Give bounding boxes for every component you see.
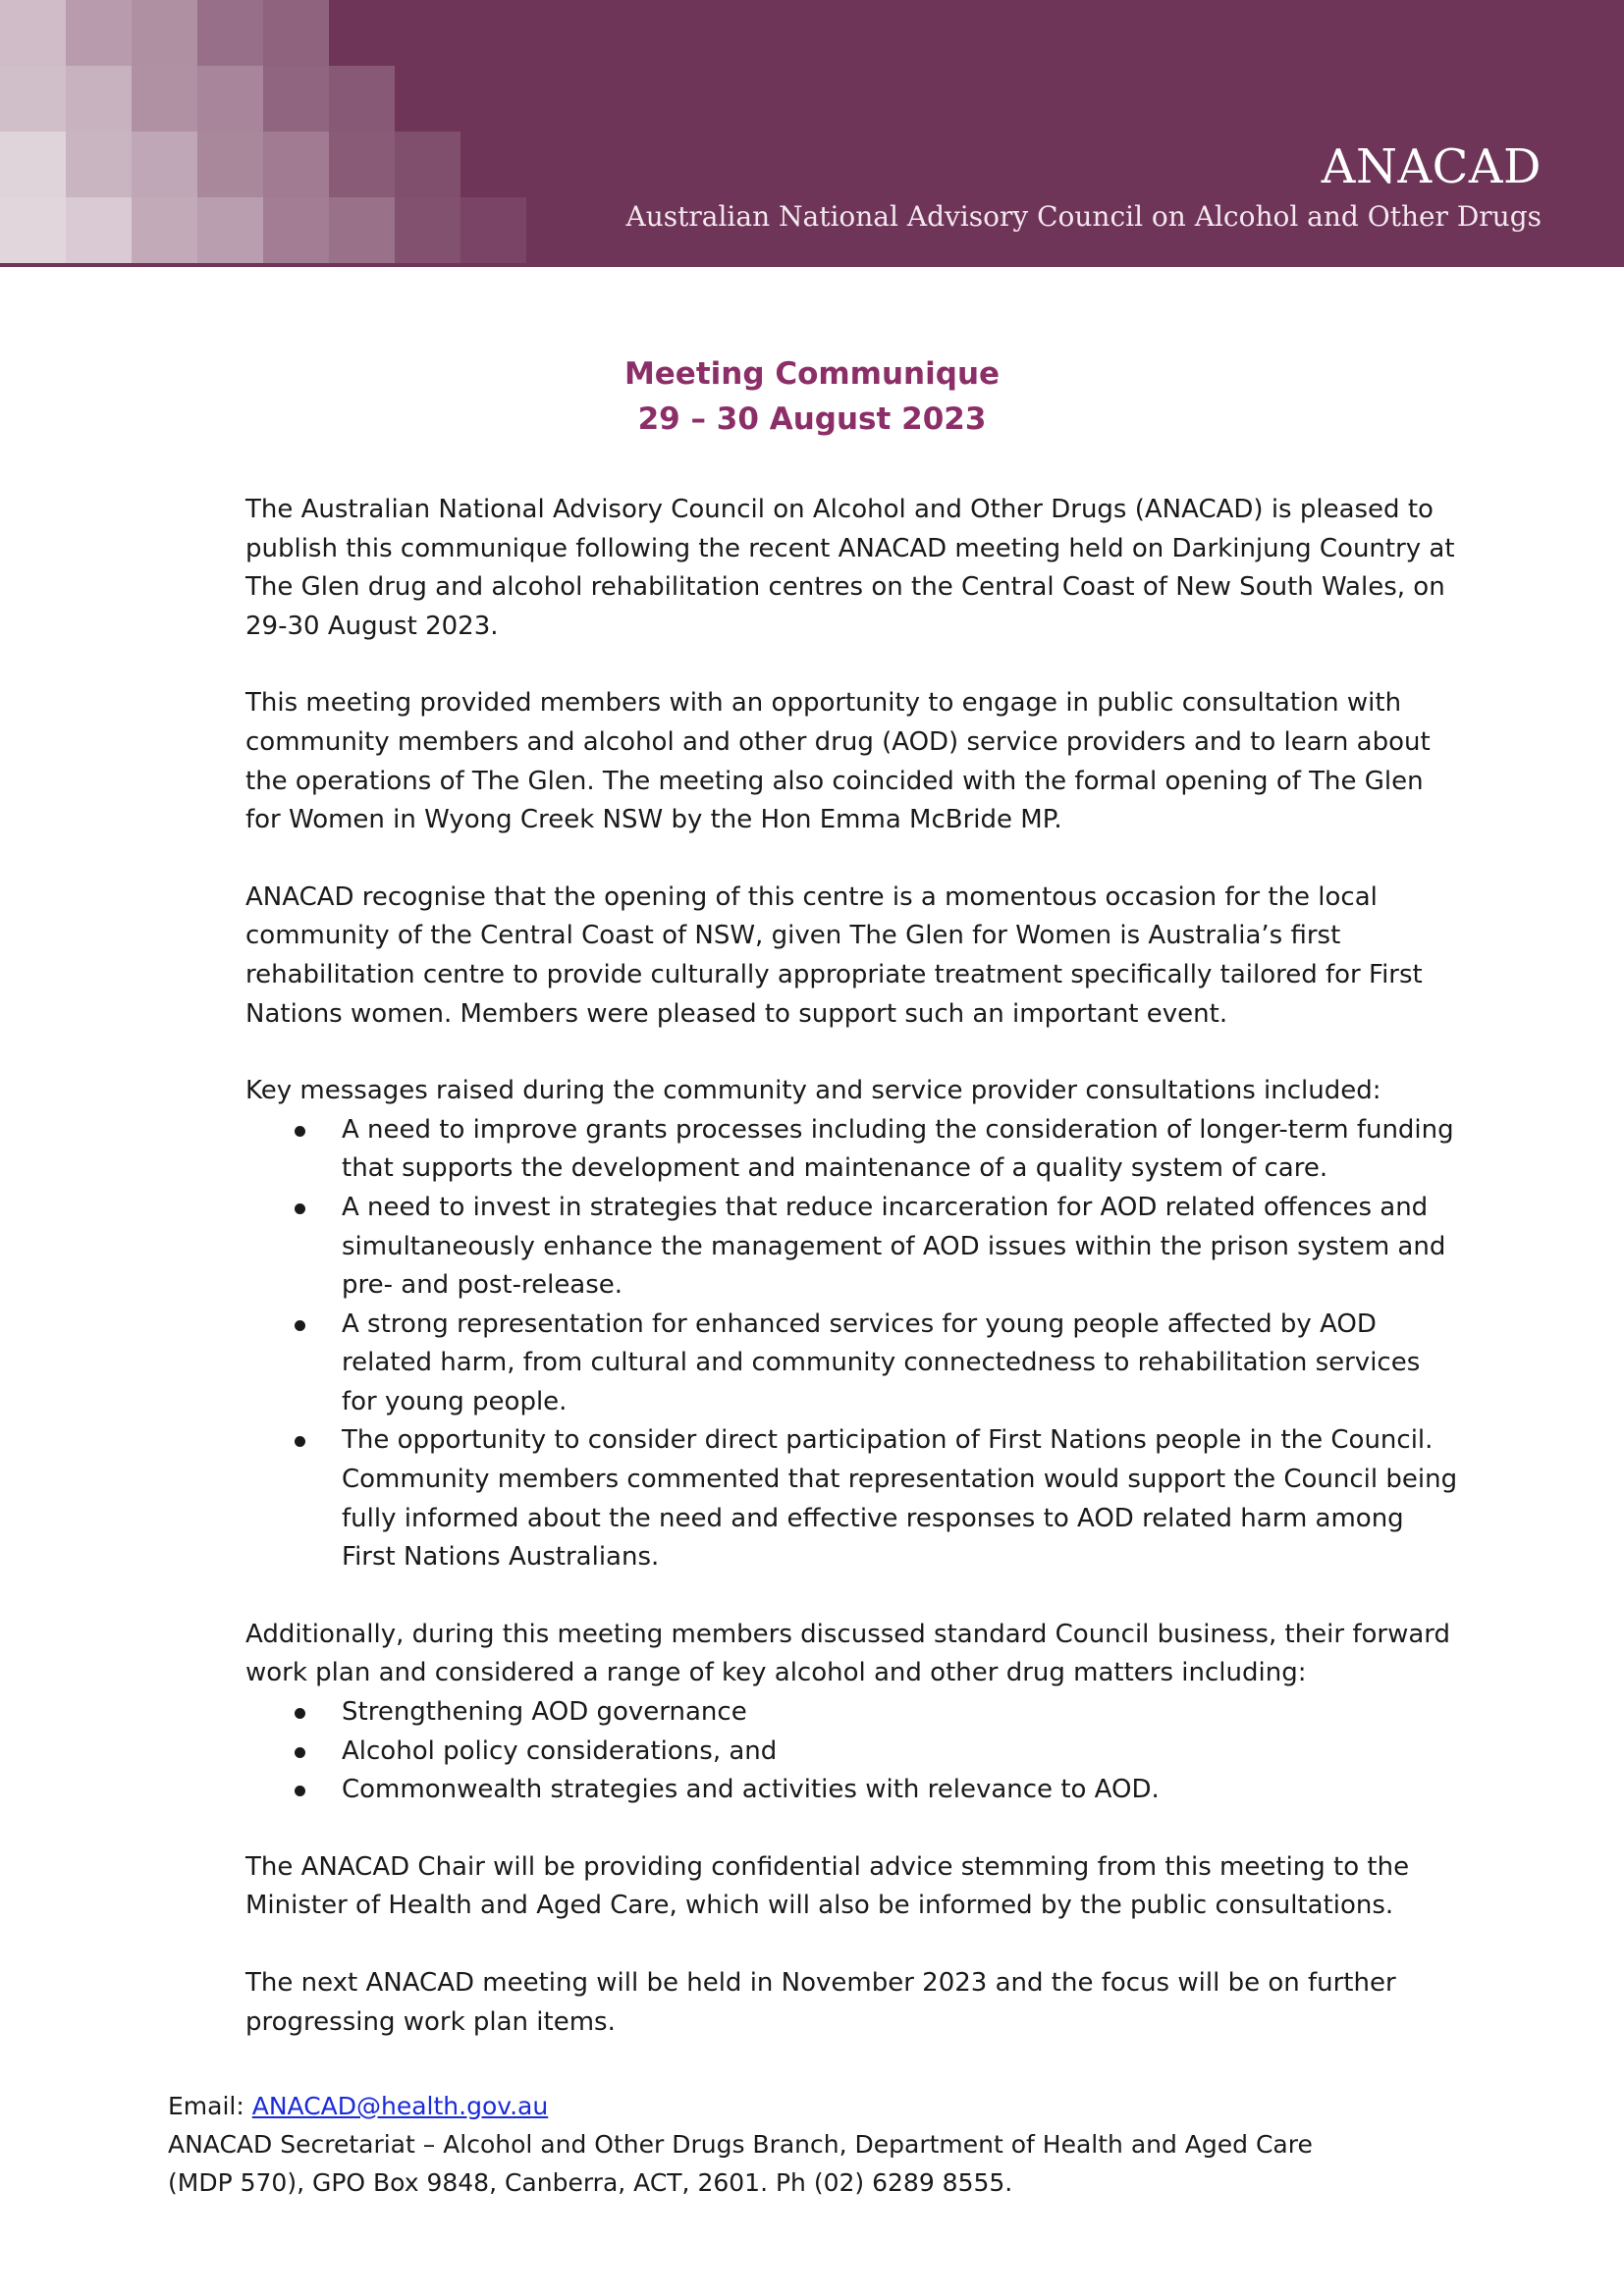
decorative-tile bbox=[395, 197, 460, 263]
decorative-tile bbox=[197, 197, 263, 263]
decorative-tile bbox=[0, 66, 66, 132]
bullet-icon bbox=[295, 1203, 305, 1214]
list-item bbox=[245, 1306, 1463, 1422]
list-item bbox=[245, 1189, 1463, 1306]
decorative-tile bbox=[329, 66, 395, 132]
bullet-icon bbox=[295, 1786, 305, 1796]
key-messages-list bbox=[245, 1111, 1463, 1577]
decorative-tile bbox=[197, 0, 263, 66]
list-item-text: A strong representation for enhanced services for young people affected by AOD related harm, from cultural and community connectedness to rehabilitation services for young people. bbox=[342, 1308, 1421, 1416]
secretariat-line: ANACAD Secretariat – Alcohol and Other Drugs Branch, Department of Health and Aged Care bbox=[168, 2130, 1313, 2159]
decorative-tile bbox=[132, 132, 197, 197]
org-acronym: ANACAD bbox=[1321, 139, 1542, 194]
list-item-text: Strengthening AOD governance bbox=[342, 1697, 747, 1728]
decorative-tile bbox=[329, 132, 395, 197]
chair-paragraph: The ANACAD Chair will be providing confidential advice stemming from this meeting to the Minister of Health and Aged Care, which will also be informed by the public consultations. bbox=[245, 1851, 1410, 1921]
decorative-tile bbox=[395, 132, 460, 197]
contact-footer bbox=[168, 2087, 1543, 2202]
list-item-text: The opportunity to consider direct participation of First Nations people in the Council. Community members commented that representation would support the Council being fully informed about the need and effective responses to AOD related harm among First Nations Australians. bbox=[342, 1425, 1458, 1573]
bullet-icon bbox=[295, 1708, 305, 1719]
decorative-tile bbox=[132, 0, 197, 66]
decorative-tile bbox=[66, 66, 132, 132]
list-item bbox=[245, 1771, 1463, 1810]
recognition-paragraph: ANACAD recognise that the opening of this centre is a momentous occasion for the local community of the Central Coast of NSW, given The Glen for Women is Australia’s first rehabilitation centre to provide culturally appropriate treatment specifically tailored for First Nations women. Members were pleased to support such an important event. bbox=[245, 881, 1423, 1029]
decorative-tile bbox=[0, 132, 66, 197]
list-item bbox=[245, 1421, 1463, 1576]
list-item-text: Alcohol policy considerations, and bbox=[342, 1735, 778, 1766]
document-body bbox=[245, 491, 1463, 2080]
matters-intro: Additionally, during this meeting members discussed standard Council business, their forward work plan and considered a range of key alcohol and other drug matters including: bbox=[245, 1619, 1451, 1688]
bullet-icon bbox=[295, 1320, 305, 1331]
email-label: Email: bbox=[168, 2092, 252, 2120]
document-heading bbox=[0, 351, 1624, 442]
bullet-icon bbox=[295, 1747, 305, 1758]
decorative-tile bbox=[263, 197, 329, 263]
decorative-tile bbox=[263, 0, 329, 66]
decorative-tile bbox=[66, 0, 132, 66]
email-line bbox=[168, 2087, 1543, 2125]
next-meeting-paragraph: The next ANACAD meeting will be held in November 2023 and the focus will be on further progressing work plan items. bbox=[245, 1968, 1396, 2037]
list-item bbox=[245, 1111, 1463, 1189]
header-banner bbox=[0, 0, 1624, 267]
decorative-tile bbox=[460, 197, 526, 263]
decorative-tile bbox=[132, 197, 197, 263]
list-item-text: A need to invest in strategies that reduce incarceration for AOD related offences and simultaneously enhance the management of AOD issues within the prison system and pre- and post-release. bbox=[342, 1192, 1446, 1301]
decorative-tile bbox=[197, 132, 263, 197]
decorative-tile bbox=[263, 66, 329, 132]
decorative-tile bbox=[132, 66, 197, 132]
list-item-text: A need to improve grants processes including the consideration of longer-term funding that supports the development and maintenance of a quality system of care. bbox=[342, 1114, 1454, 1184]
decorative-tile bbox=[0, 0, 66, 66]
bullet-icon bbox=[295, 1436, 305, 1447]
decorative-tile bbox=[197, 66, 263, 132]
address-line: (MDP 570), GPO Box 9848, Canberra, ACT, 2601. Ph (02) 6289 8555. bbox=[168, 2168, 1013, 2197]
list-item-text: Commonwealth strategies and activities with relevance to AOD. bbox=[342, 1775, 1160, 1805]
intro-paragraph: The Australian National Advisory Council on Alcohol and Other Drugs (ANACAD) is pleased to publish this communique following the recent ANACAD meeting held on Darkinjung Country at The Glen drug and alcohol rehabilitation centres on the Central Coast of New South Wales, on 29-30 August 2023. bbox=[245, 495, 1455, 641]
decorative-tile bbox=[66, 197, 132, 263]
key-messages-intro: Key messages raised during the community and service provider consultations included: bbox=[245, 1076, 1381, 1106]
org-full-name: Australian National Advisory Council on Alcohol and Other Drugs bbox=[625, 200, 1542, 233]
bullet-icon bbox=[295, 1126, 305, 1137]
meeting-date: 29 – 30 August 2023 bbox=[637, 401, 987, 437]
decorative-tile bbox=[0, 197, 66, 263]
list-item bbox=[245, 1693, 1463, 1733]
list-item bbox=[245, 1733, 1463, 1772]
page-title: Meeting Communique bbox=[623, 356, 1001, 392]
decorative-tile bbox=[329, 197, 395, 263]
meeting-paragraph: This meeting provided members with an opportunity to engage in public consultation with community members and alcohol and other drug (AOD) service providers and to learn about the operations of The Glen. The meeting also coincided with the formal opening of The Glen for Women in Wyong Creek NSW by the Hon Emma McBride MP. bbox=[245, 688, 1431, 835]
matters-list bbox=[245, 1693, 1463, 1810]
decorative-tile-pattern bbox=[0, 0, 550, 267]
decorative-tile bbox=[66, 132, 132, 197]
email-link[interactable]: ANACAD@health.gov.au bbox=[251, 2092, 549, 2120]
decorative-tile bbox=[263, 132, 329, 197]
